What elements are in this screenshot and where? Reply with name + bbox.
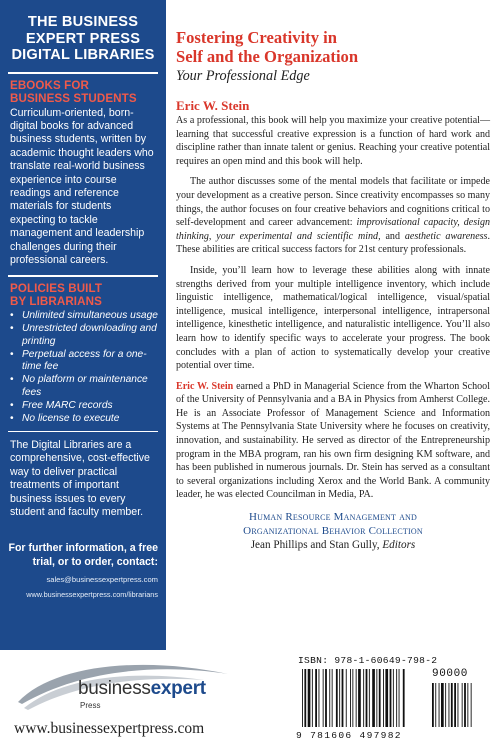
author-bio [176,380,490,502]
barcode-bar [372,669,375,727]
barcode-bar [376,669,377,727]
logo-press: Press [80,701,101,710]
barcode-bar [467,683,468,727]
barcode-bar [390,669,392,727]
librarians-link[interactable]: www.businessexpertpress.com/librarians [26,590,158,600]
barcode-bar [336,669,338,727]
editors [176,538,490,552]
library-title-line: DIGITAL LIBRARIES [11,47,155,63]
logo-wordmark [78,678,206,700]
heading-line: POLICIES BUILT [10,282,103,296]
title-line: Fostering Creativity in [176,28,337,47]
paragraph [176,175,490,257]
barcode-bar [325,669,327,727]
barcode-bar [352,669,353,727]
collection-line: Human Resource Management and [249,511,417,524]
isbn-number: ISBN: 978-1-60649-798-2 [298,655,438,666]
list-item: • No platform or maintenance fees [10,374,160,399]
barcode-bar [363,669,364,727]
barcode-bar [302,669,303,727]
barcode-bar [329,669,330,727]
barcode-bar [369,669,370,727]
editor-role: Editors [382,539,416,552]
publisher-url[interactable]: www.businessexpertpress.com [14,720,205,737]
barcode-bar [356,669,357,727]
author-name: Eric W. Stein [176,98,250,113]
book-subtitle: Your Professional Edge [176,68,310,84]
library-title [0,14,166,64]
barcode-bar [350,669,351,727]
list-item: • Unrestricted downloading and printing [10,323,160,348]
ebooks-heading [0,74,166,105]
barcode-bar [435,683,436,727]
barcode-bar [445,683,446,727]
barcode-bar [312,669,313,727]
barcode-icon [296,655,490,742]
barcode-bar [454,683,456,727]
barcode-bar [346,669,347,727]
barcode-bar [464,683,466,727]
text-run-italic: improvisational capacity, design thinking, your experimental and scientific mind, [176,217,490,242]
blurb [176,114,490,373]
barcode-bar [432,683,434,727]
heading-line: BUSINESS STUDENTS [10,91,137,105]
barcode-bar [366,669,368,727]
price-code: 90000 [432,668,469,680]
title-line: Self and the Organization [176,47,359,66]
barcode-bar [458,683,459,727]
text-run: and [380,230,405,242]
book-description [176,28,490,552]
barcode-bar [449,683,450,727]
logo-word-bold: expert [150,678,206,699]
closing-text: The Digital Libraries are a comprehensive, cost-effective way to deliver practical treatments of important business issues to every student and faculty member. [10,439,150,519]
collection-name [176,510,490,538]
barcode-bar [441,683,444,727]
list-item: • No license to execute [10,413,160,425]
barcode-bar [379,669,381,727]
text-run-italic: aesthetic awareness [404,230,488,242]
policy-list [0,308,166,425]
paragraph: As a professional, this book will help you maximize your creative potential—learning that successful creative expression is a function of hard work and discipline rather than innate talent or genius. Reaching your creative potential requires an open mind and this book will help. [176,115,490,167]
barcode-bar [315,669,317,727]
barcode-bar [358,669,361,727]
collection-line: Organizational Behavior Collection [243,525,423,538]
divider [8,431,158,432]
barcode-bar [396,669,397,727]
library-sidebar [0,0,166,650]
heading-line: BY LIBRARIANS [10,295,102,309]
book-title [176,28,490,66]
barcode-bar [323,669,324,727]
bio-name: Eric W. Stein [176,380,234,392]
further-info: For further information, a free trial, or to order, contact: [8,542,158,569]
text-run: The author discusses some of the mental models that facilitate or impede your development as a creative person. Since creativity encompasses so many things, the author focuses on four creative behaviors and cognitions critical to self-development and career advancement: [176,176,490,229]
barcode-bar [399,669,400,727]
barcode-bar [342,669,344,727]
paragraph: Inside, you’ll learn how to leverage these abilities along with innate strengths derived from your multiple intelligence inventory, which include linguistic intelligence, mathematical/logical intelligence, visual/spatial intelligence, musical intelligence, interpersonal intelligence, intrapersonal intelligence, kinesthetic intelligence, and naturalistic intelligence. You’ll also learn how to identify specific ways to accelerate your progress. The book concludes with a plan of action to systematically develop your creative potential over time. [176,264,490,372]
barcode-bar [319,669,320,727]
barcode-bar [462,683,463,727]
library-title-line: EXPERT PRESS [25,30,141,47]
library-title-line: THE BUSINESS [27,14,139,30]
barcode-bar [471,683,472,727]
barcode-bar [393,669,394,727]
editor-names: Jean Phillips and Stan Gully, [250,539,383,552]
bio-text: earned a PhD in Managerial Science from the Wharton School of the University of Pennsylvania and a BA in Physics from Amherst College. He is an Associate Professor of Management Science and Information Systems at The Pennsylvania State University where he focuses on creativity, innovation, and sustainability. He served as director of the Entrepreneurship program in the MBA program, ran his own firm designing KM software, and has been published in numerous journals. Dr. Stein has served as a consultant to several organizations including Xerox and the World Bank. A community leader, he was elected Councilman in Media, PA. [176,380,490,501]
barcode-number: 9 781606 497982 [296,730,402,741]
ebooks-description: Curriculum-oriented, born-digital books for advanced business students, written by academic thought leaders who translate real-world business experience into course readings and reference materials for students expecting to tackle management and leadership challenges during their professional careers. [10,106,154,266]
barcode-bar [383,669,384,727]
barcode-bar [403,669,405,727]
barcode-bar [332,669,333,727]
list-item: • Free MARC records [10,400,160,412]
barcode-bar [304,669,306,727]
text-run: . These abilities are critical success factors for 21st century professionals. [176,230,490,256]
barcode-bar [439,683,440,727]
barcode-bar [451,683,453,727]
publisher-logo [14,658,244,720]
barcode-bar [308,669,311,727]
barcode-bar [339,669,340,727]
policies-heading [0,277,166,308]
heading-line: EBOOKS FOR [10,78,89,92]
list-item: • Perpetual access for a one-time fee [10,349,160,374]
list-item: • Unlimited simultaneous usage [10,310,160,322]
isbn-barcode [296,655,490,742]
sales-email[interactable]: sales@businessexpertpress.com [46,575,158,585]
barcode-bar [385,669,388,727]
logo-word: business [78,678,151,699]
